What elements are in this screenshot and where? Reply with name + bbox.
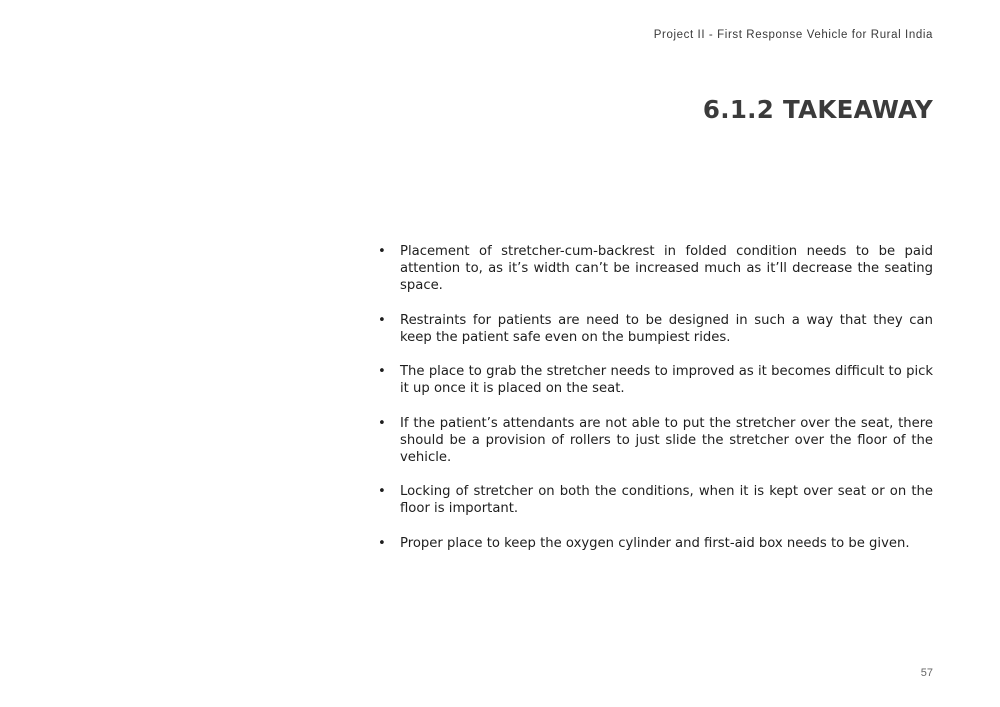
takeaway-item (378, 312, 933, 346)
bullet-icon: • (378, 484, 386, 499)
bullet-icon: • (378, 535, 386, 551)
takeaway-item (378, 483, 933, 517)
takeaway-item (378, 415, 933, 466)
section-title: 6.1.2 TAKEAWAY (702, 95, 933, 124)
bullet-icon: • (378, 415, 386, 431)
takeaway-text: Proper place to keep the oxygen cylinder and first-aid box needs to be given. (400, 535, 910, 551)
takeaway-text: The place to grab the stretcher needs to improved as it becomes difficult to pick it up once it is placed on the seat. (400, 364, 933, 396)
running-header: Project II - First Response Vehicle for Rural India (653, 29, 933, 41)
takeaway-text: Placement of stretcher-cum-backrest in folded condition needs to be paid attention to, as it’s width can’t be increased much as it’ll decrease the seating space. (400, 244, 933, 293)
takeaway-item (378, 363, 933, 397)
takeaway-item (378, 535, 933, 552)
bullet-icon: • (378, 364, 386, 379)
takeaway-text: Restraints for patients are need to be designed in such a way that they can keep the patient safe even on the bumpiest rides. (400, 312, 933, 345)
bullet-icon: • (378, 244, 386, 259)
takeaway-text: If the patient’s attendants are not able to put the stretcher over the seat, there should be a provision of rollers to just slide the stretcher over the floor of the vehicle. (400, 415, 933, 465)
takeaway-list (378, 243, 933, 569)
bullet-icon: • (378, 312, 386, 328)
takeaway-item (378, 243, 933, 294)
takeaway-text: Locking of stretcher on both the conditions, when it is kept over seat or on the floor is important. (400, 484, 933, 516)
page-number: 57 (920, 667, 933, 679)
